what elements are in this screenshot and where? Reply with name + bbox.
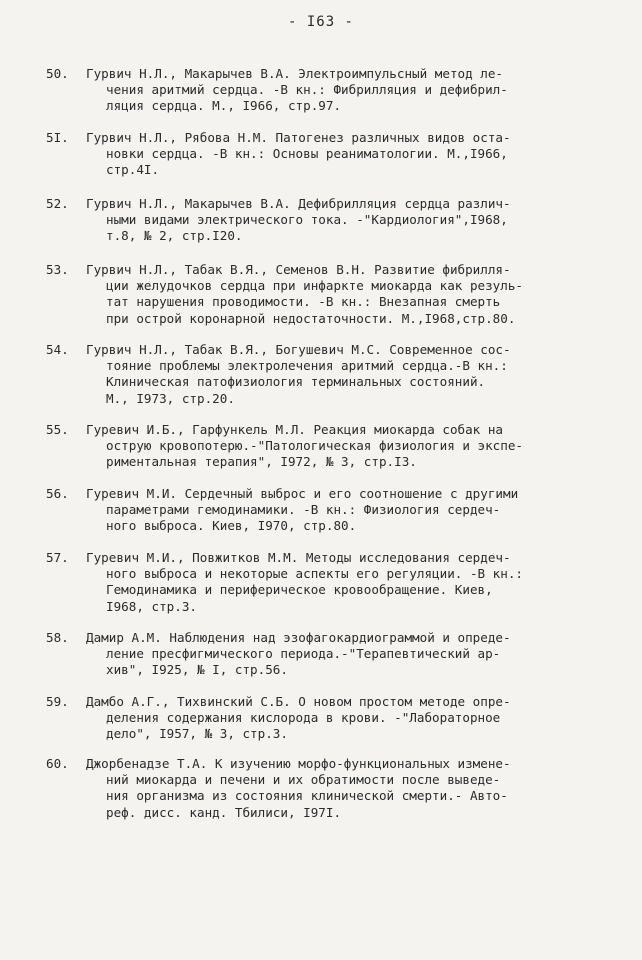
reference-line: М., I973, стр.20.: [106, 390, 235, 406]
reference-line: ного выброса и некоторые аспекты его регуляции. -В кн.:: [106, 566, 524, 582]
reference-number: 55.: [46, 422, 69, 437]
reference-text: [86, 196, 606, 245]
reference-line: Гурвич Н.Л., Рябова Н.М. Патогенез различных видов оста-: [86, 130, 511, 145]
reference-number: 57.: [46, 550, 69, 565]
reference-line: Гуревич М.И., Повжитков М.М. Методы исследования сердеч-: [86, 550, 511, 565]
reference-line: Гуревич М.И. Сердечный выброс и его соотношение с другими: [86, 486, 519, 501]
reference-line: Гурвич Н.Л., Макарычев В.А. Электроимпульсный метод ле-: [86, 66, 504, 81]
reference-entry: [46, 630, 606, 679]
reference-line: дело", I957, № 3, стр.3.: [106, 726, 288, 742]
reference-line: при острой коронарной недостаточности. М.,I968,стр.80.: [106, 310, 516, 326]
reference-text: [86, 66, 606, 115]
reference-line: чения аритмий сердца. -В кн.: Фибрилляция и дефибрил-: [106, 82, 508, 98]
reference-line: ции желудочков сердца при инфаркте миокарда как резуль-: [106, 278, 524, 294]
reference-number: 5I.: [46, 130, 69, 145]
reference-text: [86, 630, 606, 679]
reference-line: тат нарушения проводимости. -В кн.: Внезапная смерть: [106, 294, 501, 310]
reference-line: Гуревич И.Б., Гарфункель М.Л. Реакция миокарда собак на: [86, 422, 504, 437]
reference-line: деления содержания кислорода в крови. -"Лабораторное: [106, 710, 501, 726]
reference-number: 60.: [46, 756, 69, 771]
reference-line: ний миокарда и печени и их обратимости после выведе-: [106, 772, 501, 788]
reference-entry: [46, 130, 606, 179]
reference-line: реф. дисс. канд. Тбилиси, I97I.: [106, 804, 342, 820]
reference-number: 56.: [46, 486, 69, 501]
reference-entry: [46, 422, 606, 471]
reference-entry: [46, 196, 606, 245]
reference-entry: [46, 66, 606, 115]
reference-text: [86, 262, 606, 327]
reference-line: ными видами электрического тока. -"Кардиология",I968,: [106, 212, 508, 228]
reference-line: острую кровопотерю.-"Патологическая физиология и экспе-: [106, 438, 524, 454]
reference-entry: [46, 550, 606, 615]
reference-line: стр.4I.: [106, 162, 160, 178]
reference-text: [86, 550, 606, 615]
reference-text: [86, 756, 606, 821]
reference-line: ного выброса. Киев, I970, стр.80.: [106, 518, 357, 534]
reference-line: тояние проблемы электролечения аритмий сердца.-В кн.:: [106, 358, 508, 374]
reference-entry: [46, 342, 606, 407]
reference-line: Гемодинамика и периферическое кровообращение. Киев,: [106, 582, 493, 598]
reference-number: 59.: [46, 694, 69, 709]
reference-line: новки сердца. -В кн.: Основы реаниматологии. М.,I966,: [106, 146, 508, 162]
reference-line: ляция сердца. М., I966, стр.97.: [106, 98, 342, 114]
page-number: - I63 -: [287, 14, 354, 30]
reference-text: [86, 130, 606, 179]
reference-line: Гурвич Н.Л., Табак В.Я., Богушевич М.С. Современное сос-: [86, 342, 511, 357]
reference-line: Гурвич Н.Л., Макарычев В.А. Дефибрилляция сердца различ-: [86, 196, 511, 211]
reference-line: I968, стр.3.: [106, 598, 197, 614]
reference-number: 54.: [46, 342, 69, 357]
reference-line: т.8, № 2, стр.I20.: [106, 228, 243, 244]
reference-text: [86, 342, 606, 407]
reference-text: [86, 486, 606, 535]
reference-text: [86, 694, 606, 743]
reference-line: ния организма из состояния клинической смерти.- Авто-: [106, 788, 508, 804]
reference-number: 50.: [46, 66, 69, 81]
reference-number: 52.: [46, 196, 69, 211]
reference-line: Клиническая патофизиология терминальных состояний.: [106, 374, 486, 390]
reference-line: параметрами гемодинамики. -В кн.: Физиология сердеч-: [106, 502, 501, 518]
reference-line: ление пресфигмического периода.-"Терапевтический ар-: [106, 646, 501, 662]
reference-number: 53.: [46, 262, 69, 277]
reference-number: 58.: [46, 630, 69, 645]
reference-entry: [46, 486, 606, 535]
reference-entry: [46, 694, 606, 743]
reference-line: Джорбенадзе Т.А. К изучению морфо-функциональных измене-: [86, 756, 511, 771]
reference-text: [86, 422, 606, 471]
reference-line: хив", I925, № I, стр.56.: [106, 662, 288, 678]
reference-line: Дамбо А.Г., Тихвинский С.Б. О новом простом методе опре-: [86, 694, 511, 709]
reference-line: Дамир А.М. Наблюдения над эзофагокардиограммой и опреде-: [86, 630, 511, 645]
reference-line: Гурвич Н.Л., Табак В.Я., Семенов В.Н. Развитие фибрилля-: [86, 262, 511, 277]
reference-entry: [46, 756, 606, 821]
reference-line: риментальная терапия", I972, № 3, стр.I3.: [106, 454, 417, 470]
reference-entry: [46, 262, 606, 327]
